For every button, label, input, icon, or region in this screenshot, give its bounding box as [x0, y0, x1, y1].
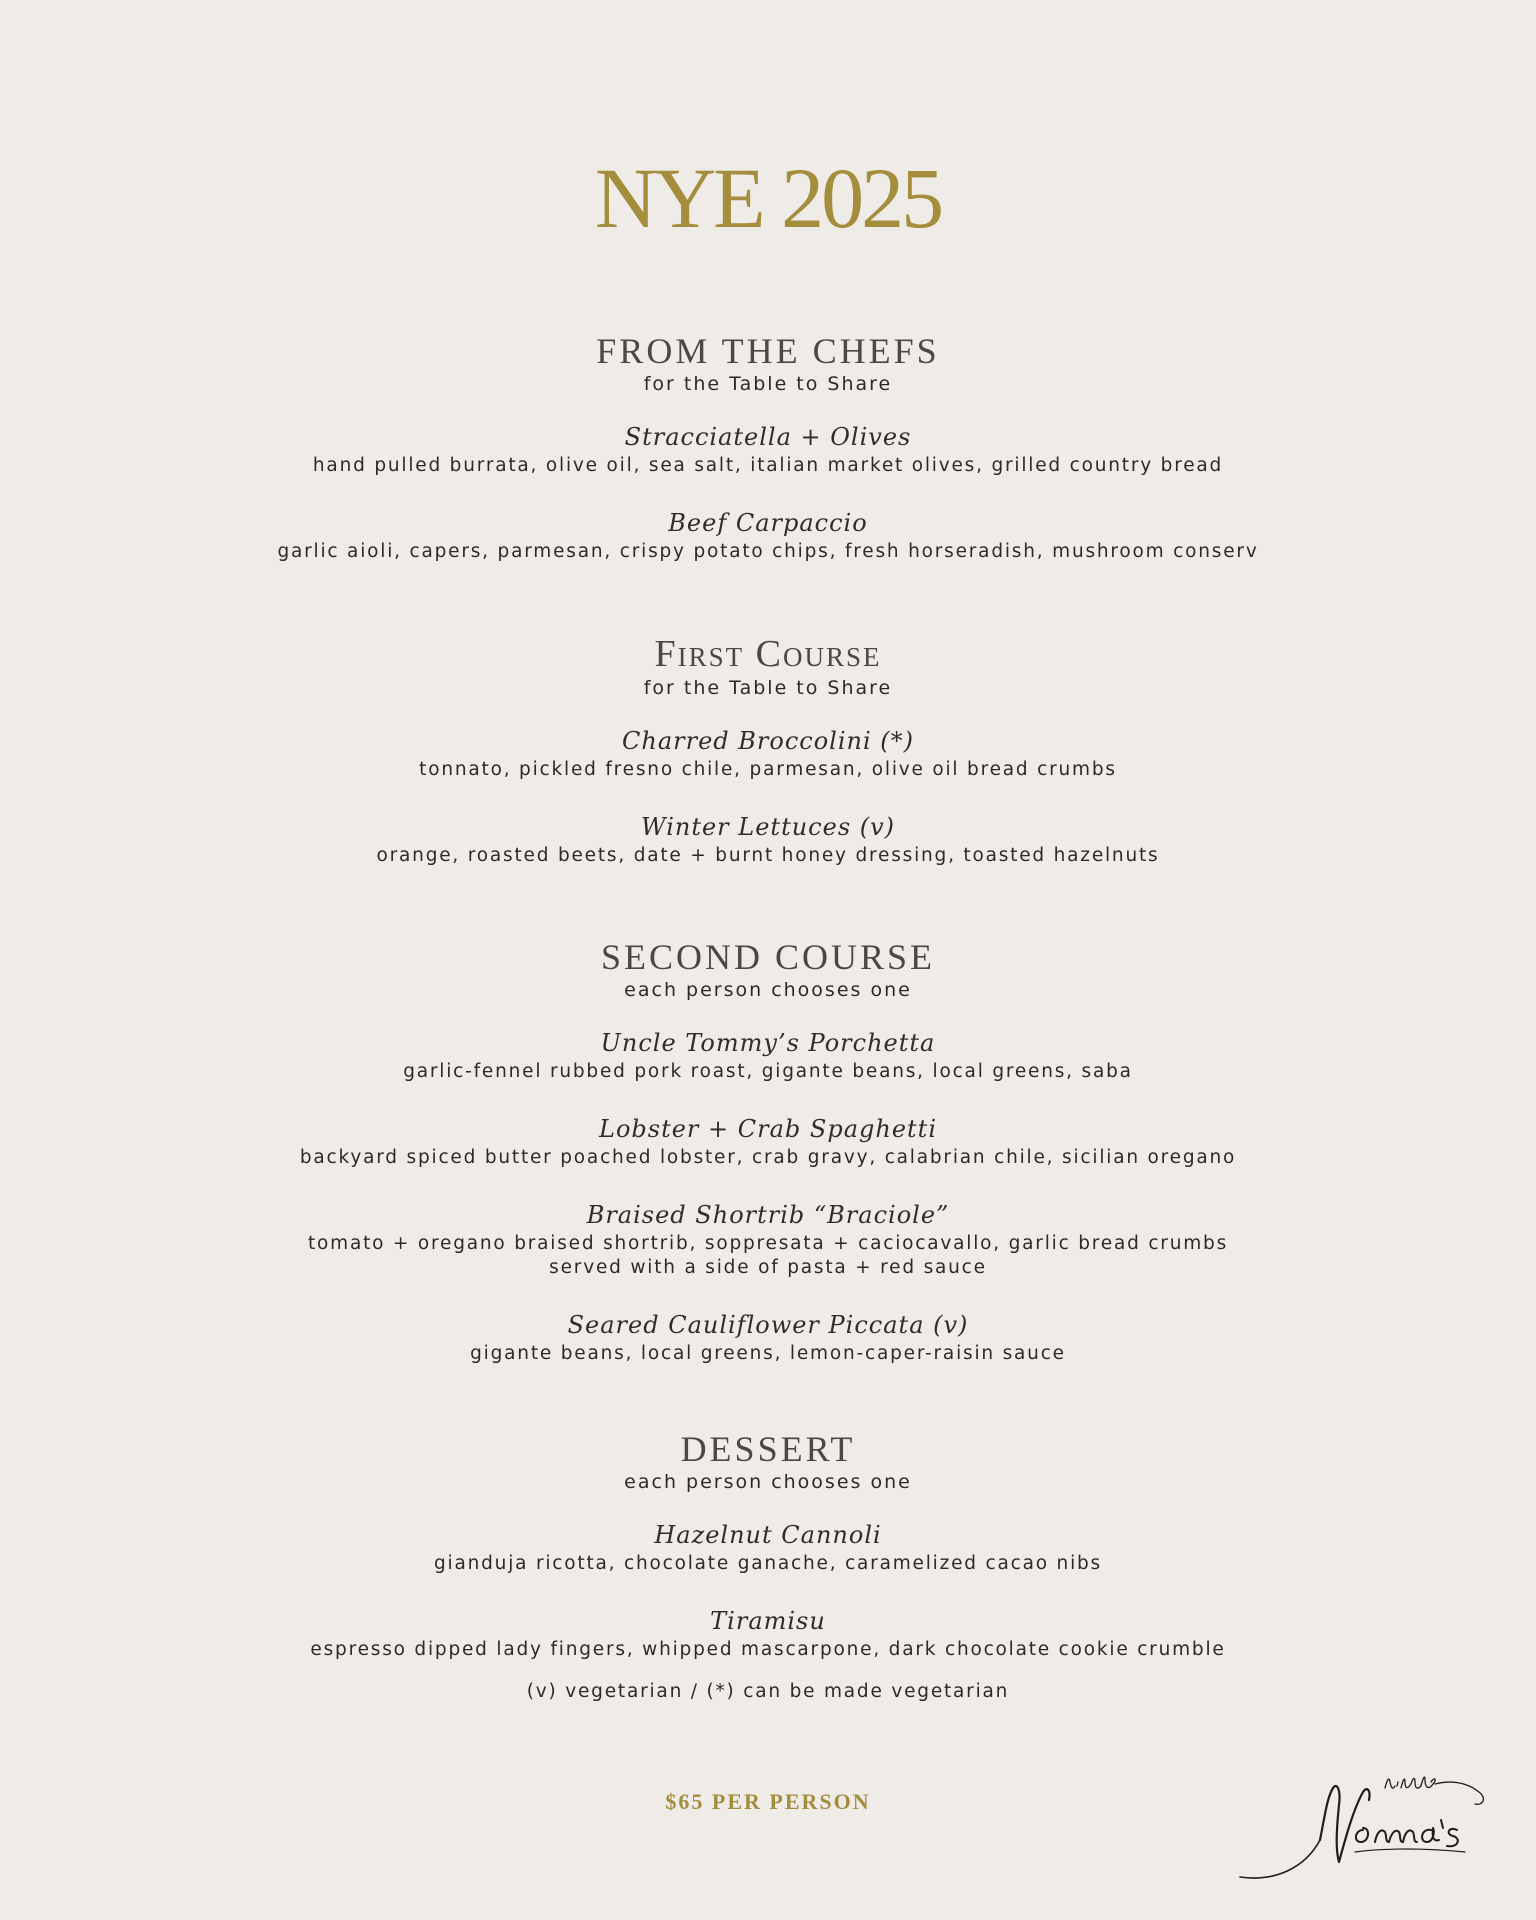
menu-item-name: Seared Cauliflower Piccata (v): [567, 1311, 969, 1339]
menu-item-name: Hazelnut Cannoli: [654, 1521, 882, 1549]
menu-item: [0, 1313, 1536, 1366]
menu-item: [0, 511, 1536, 564]
little-nonnas-logo: [1235, 1770, 1505, 1890]
menu-item: [0, 1031, 1536, 1084]
menu-item-description: hand pulled burrata, olive oil, sea salt, italian market olives, grilled country bread: [312, 455, 1224, 476]
section-second-course: [0, 939, 1536, 1366]
section-subheading: for the Table to Share: [643, 373, 893, 395]
menu-item-name: Winter Lettuces (v): [640, 813, 896, 841]
menu-item: [0, 1523, 1536, 1576]
menu-item-name: Braised Shortrib “Braciole”: [586, 1201, 950, 1229]
menu-item-description: orange, roasted beets, date + burnt honey dressing, toasted hazelnuts: [376, 845, 1160, 866]
menu-item-name: Beef Carpaccio: [668, 509, 868, 537]
menu-item-description: served with a side of pasta + red sauce: [549, 1257, 987, 1278]
menu-item: [0, 1117, 1536, 1170]
menu-item-name: Tiramisu: [710, 1607, 826, 1635]
section-heading: SECOND COURSE: [600, 937, 936, 977]
menu-item-name: Stracciatella + Olives: [624, 423, 912, 451]
section-subheading: each person chooses one: [624, 979, 912, 1001]
menu-item: [0, 815, 1536, 868]
price-per-person: $65 PER PERSON: [665, 1789, 871, 1814]
menu-item-name: Charred Broccolini (*): [622, 727, 914, 755]
menu-item: [0, 1609, 1536, 1662]
dietary-footnote: (v) vegetarian / (*) can be made vegetarian: [526, 1681, 1010, 1702]
menu-item: [0, 729, 1536, 782]
menu-item-description: espresso dipped lady fingers, whipped mascarpone, dark chocolate cookie crumble: [310, 1639, 1226, 1660]
menu-item-name: Uncle Tommy’s Porchetta: [600, 1029, 936, 1057]
section-subheading: for the Table to Share: [643, 677, 893, 699]
menu-item-description: garlic aioli, capers, parmesan, crispy potato chips, fresh horseradish, mushroom conserv: [277, 541, 1259, 562]
menu-item-description: gianduja ricotta, chocolate ganache, caramelized cacao nibs: [433, 1553, 1102, 1574]
section-heading: DESSERT: [680, 1429, 856, 1469]
section-subheading: each person chooses one: [624, 1471, 912, 1493]
section-first-course: [0, 635, 1536, 868]
menu-item-description: garlic-fennel rubbed pork roast, gigante beans, local greens, saba: [403, 1061, 1133, 1082]
menu-item: [0, 1203, 1536, 1280]
section-heading: FROM THE CHEFS: [596, 331, 940, 371]
menu-item: [0, 425, 1536, 478]
section-from-the-chefs: [0, 333, 1536, 564]
menu-title: NYE 2025: [594, 150, 942, 246]
menu-item-description: gigante beans, local greens, lemon-caper-raisin sauce: [470, 1343, 1066, 1364]
menu-item-name: Lobster + Crab Spaghetti: [599, 1115, 937, 1143]
section-dessert: [0, 1431, 1536, 1662]
section-heading: First Course: [654, 633, 882, 675]
menu-item-description: tonnato, pickled fresno chile, parmesan, olive oil bread crumbs: [419, 759, 1117, 780]
menu-item-description: backyard spiced butter poached lobster, crab gravy, calabrian chile, sicilian oregano: [299, 1147, 1237, 1168]
menu-item-description: tomato + oregano braised shortrib, soppresata + caciocavallo, garlic bread crumbs: [307, 1233, 1229, 1254]
